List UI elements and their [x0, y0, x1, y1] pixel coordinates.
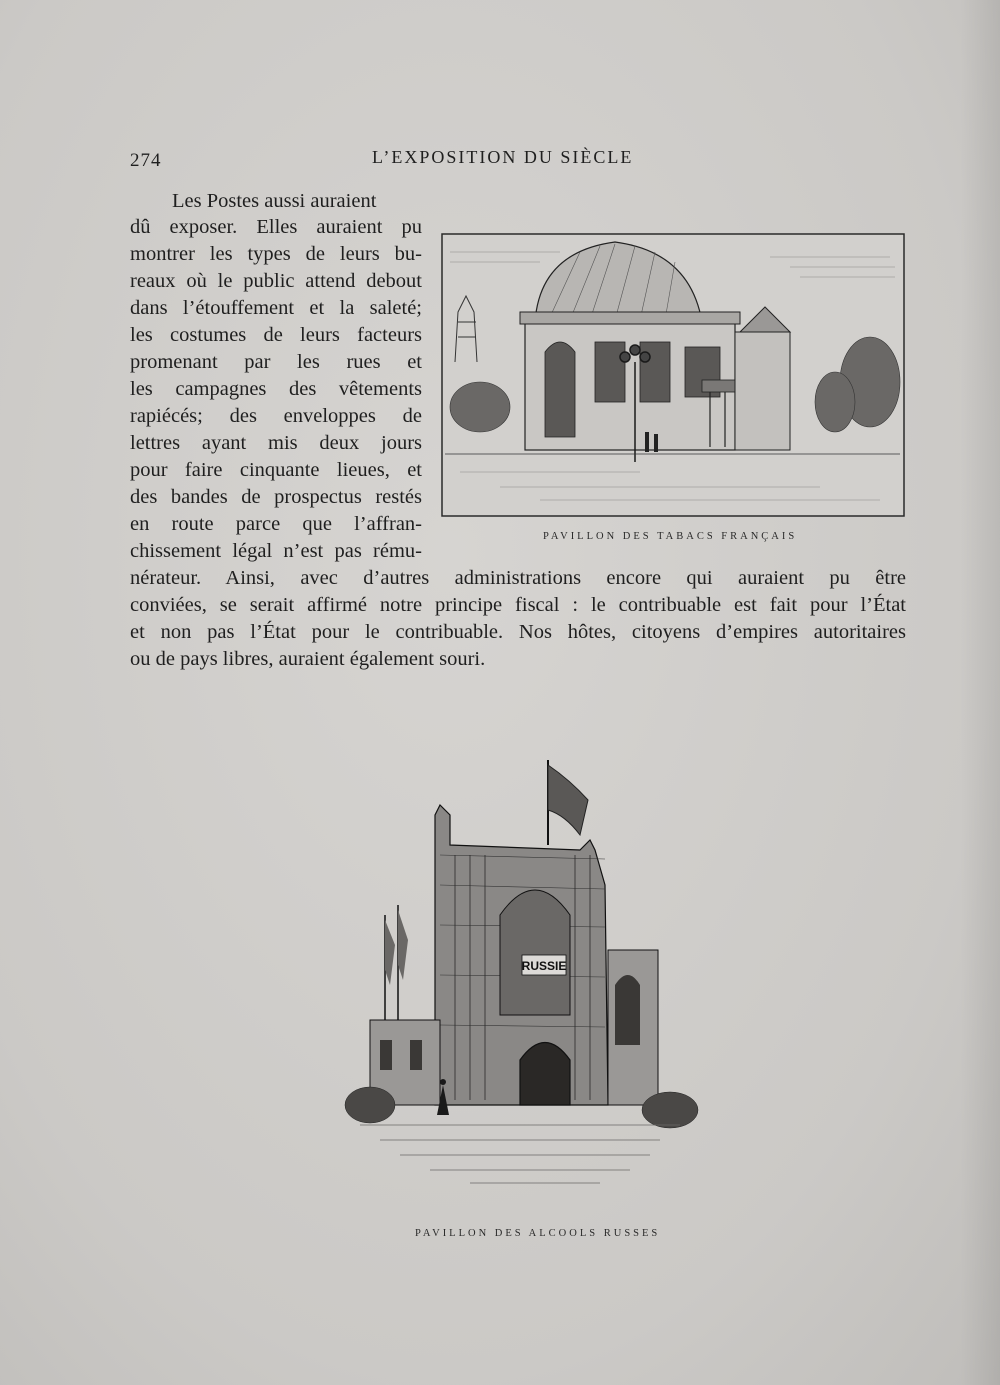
body-line: lettres ayant mis deux jours — [130, 432, 422, 454]
body-line: dans l’étouffement et la saleté; — [130, 297, 422, 319]
body-line: chissement légal n’est pas rému- — [130, 540, 422, 562]
figure-caption-tabacs: PAVILLON DES TABACS FRANÇAIS — [543, 531, 798, 542]
body-line: dû exposer. Elles auraient pu — [130, 216, 422, 238]
russie-signage: RUSSIE — [521, 959, 567, 973]
engraving-pavilion-tabacs — [440, 232, 906, 518]
body-line: conviées, se serait affirmé notre principe fiscal : le contribuable est fait pour l’État — [130, 594, 906, 616]
body-line: rapiécés; des enveloppes de — [130, 405, 422, 427]
pavilion-tabacs-illustration — [440, 232, 906, 518]
body-line: les campagnes des vêtements — [130, 378, 422, 400]
page-number: 274 — [130, 150, 162, 171]
body-line: en route parce que l’affran- — [130, 513, 422, 535]
body-line: des bandes de prospectus restés — [130, 486, 422, 508]
page-edge-shadow — [960, 0, 1000, 1385]
body-line: montrer les types de leurs bu- — [130, 243, 422, 265]
body-line: ou de pays libres, auraient également souri. — [130, 648, 486, 670]
body-line: promenant par les rues et — [130, 351, 422, 373]
body-line: Les Postes aussi auraient — [172, 190, 377, 212]
body-line: pour faire cinquante lieues, et — [130, 459, 422, 481]
engraving-pavilion-alcools-russes — [340, 755, 700, 1205]
body-line: et non pas l’État pour le contribuable. Nos hôtes, citoyens d’empires autoritaires — [130, 621, 906, 643]
body-line: reaux où le public attend debout — [130, 270, 422, 292]
pavilion-alcools-russes-illustration — [340, 755, 700, 1205]
figure-caption-alcools-russes: PAVILLON DES ALCOOLS RUSSES — [415, 1228, 661, 1239]
body-line: les costumes de leurs facteurs — [130, 324, 422, 346]
running-title: L’EXPOSITION DU SIÈCLE — [372, 147, 634, 167]
body-line: nérateur. Ainsi, avec d’autres administrations encore qui auraient pu être — [130, 567, 906, 589]
